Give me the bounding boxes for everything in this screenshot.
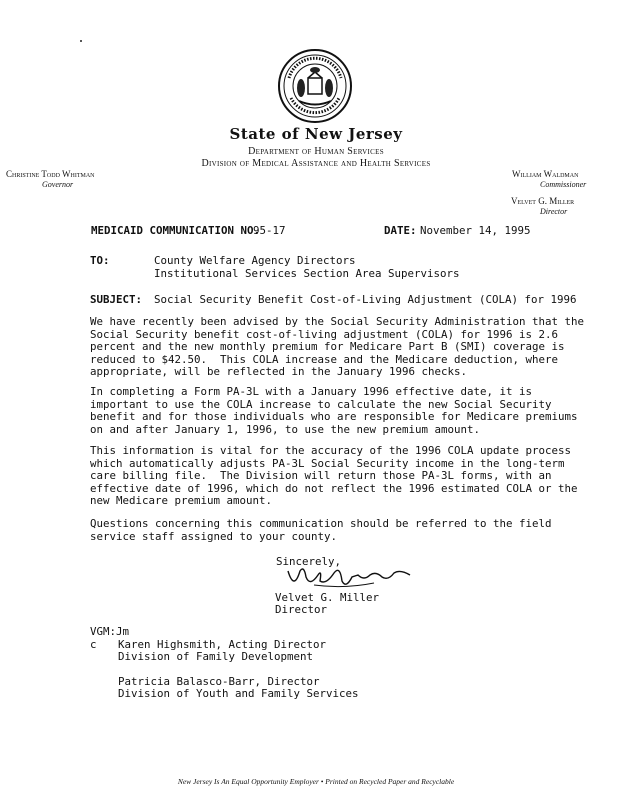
department-name: Department of Human Services [248, 146, 384, 157]
signer-title: Director [275, 603, 328, 616]
signer-name: Velvet G. Miller [275, 591, 380, 604]
to-recipient-1: County Welfare Agency Directors [154, 254, 356, 267]
director-title: Director [540, 207, 568, 216]
subject-text: Social Security Benefit Cost-of-Living Adjustment (COLA) for 1996 [154, 293, 577, 306]
division-name: Division of Medical Assistance and Health Services [201, 158, 431, 169]
footer-text: New Jersey Is An Equal Opportunity Employer • Printed on Recycled Paper and Recyclable [177, 777, 455, 786]
state-seal-icon [277, 48, 353, 124]
communication-label: MEDICAID COMMUNICATION NO. [91, 224, 261, 237]
body-paragraph-3: This information is vital for the accuracy of the 1996 COLA update process which automatically adjusts PA-3L Social Security income in the long-term care billing file. The Division will return those PA-3L forms, with an effective date of 1996, which do not reflect the 1996 estimated COLA or the new Medicare premium amount. [90, 444, 578, 507]
commissioner-title: Commissioner [540, 180, 587, 189]
cc-label: c [90, 638, 97, 651]
to-label: TO: [90, 254, 110, 267]
cc-recipient-2-name: Patricia Balasco-Barr, Director [118, 675, 320, 688]
body-paragraph-4: Questions concerning this communication should be referred to the field service staff assigned to your county. [90, 517, 552, 543]
body-paragraph-1: We have recently been advised by the Social Security Administration that the Social Security benefit cost-of-living adjustment (COLA) for 1996 is 2.6 percent and the new monthly premium for Medicare Part B (SMI) coverage is reduced to $42.50. This COLA increase and the Medicare deduction, where appropriate, will be reflected in the January 1996 checks. [90, 315, 585, 378]
body-paragraph-2: In completing a Form PA-3L with a January 1996 effective date, it is important to use the COLA increase to calculate the new Social Security benefit and for those individuals who are responsible for Medicare premiums on and after January 1, 1996, to use the new premium amount. [90, 385, 578, 436]
closing-sincerely: Sincerely, [276, 555, 342, 568]
subject-label: SUBJECT: [90, 293, 143, 306]
date-value: November 14, 1995 [420, 224, 531, 237]
state-title: State of New Jersey [229, 125, 403, 143]
governor-title: Governor [42, 180, 74, 189]
cc-recipient-1-division: Division of Family Development [118, 650, 314, 663]
commissioner-name: William Waldman [512, 169, 579, 179]
director-name: Velvet G. Miller [511, 196, 575, 206]
signature-icon [284, 563, 414, 593]
communication-number: 95-17 [253, 224, 286, 237]
typist-initials: VGM:Jm [90, 625, 130, 638]
cc-recipient-2-division: Division of Youth and Family Services [118, 687, 359, 700]
cc-recipient-1-name: Karen Highsmith, Acting Director [118, 638, 327, 651]
to-recipient-2: Institutional Services Section Area Supervisors [154, 267, 460, 280]
scan-speck [80, 40, 82, 42]
date-label: DATE: [384, 224, 417, 237]
governor-name: Christine Todd Whitman [6, 169, 95, 179]
